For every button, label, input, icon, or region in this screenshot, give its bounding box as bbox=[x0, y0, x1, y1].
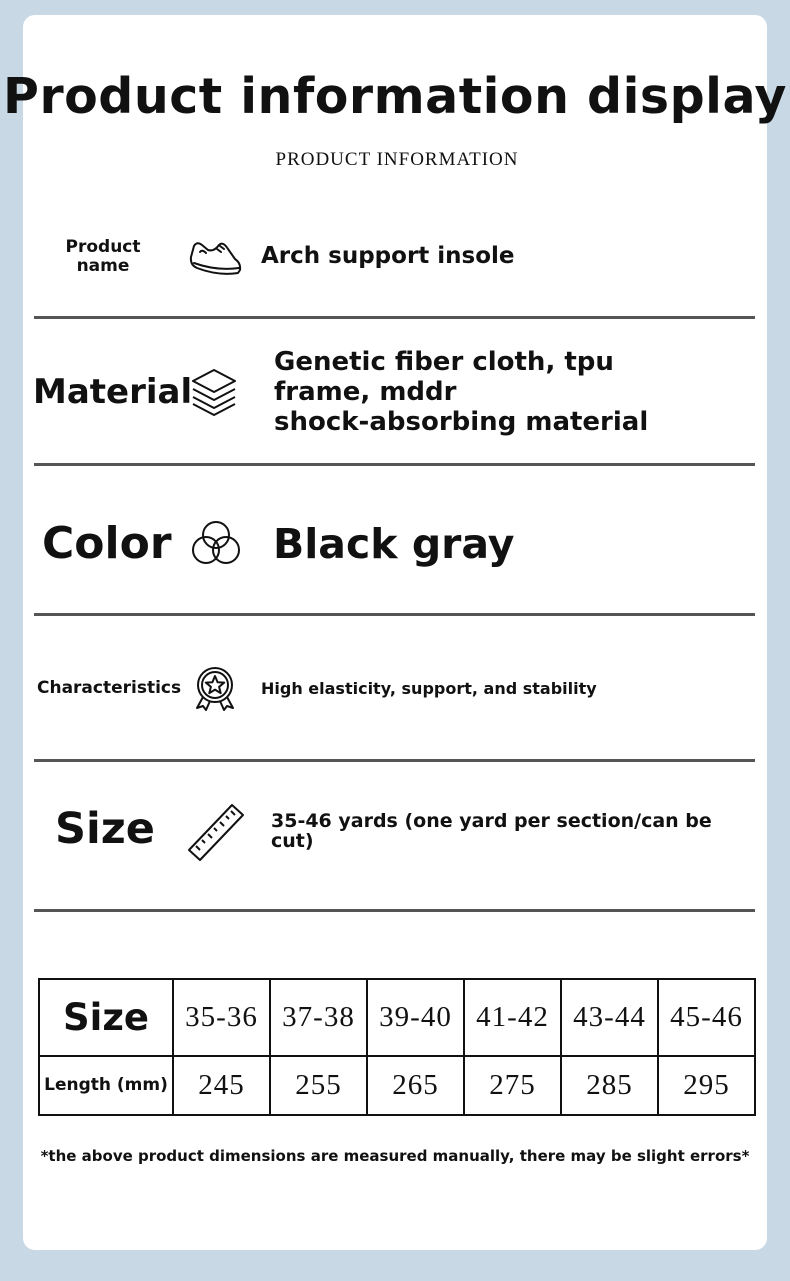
table-row-header: Size bbox=[39, 979, 173, 1056]
table-cell: 43-44 bbox=[561, 979, 658, 1056]
sneaker-icon bbox=[188, 235, 244, 283]
product-name-value: Arch support insole bbox=[261, 243, 515, 269]
table-cell: 245 bbox=[173, 1056, 270, 1116]
table-row-header: Length (mm) bbox=[39, 1056, 173, 1116]
table-cell: 275 bbox=[464, 1056, 561, 1116]
table-cell: 295 bbox=[658, 1056, 755, 1116]
layers-icon bbox=[189, 367, 239, 421]
product-name-label: Product name bbox=[65, 237, 141, 276]
material-label: Material bbox=[33, 372, 193, 412]
table-row bbox=[39, 1056, 755, 1116]
table-cell: 265 bbox=[367, 1056, 464, 1116]
table-cell: 285 bbox=[561, 1056, 658, 1116]
color-value: Black gray bbox=[273, 520, 515, 568]
color-label: Color bbox=[42, 518, 172, 569]
table-row bbox=[39, 979, 755, 1056]
section-divider bbox=[34, 613, 755, 616]
page-subtitle: PRODUCT INFORMATION bbox=[275, 149, 519, 170]
table-cell: 37-38 bbox=[270, 979, 367, 1056]
size-table bbox=[38, 978, 756, 1116]
table-cell: 35-36 bbox=[173, 979, 270, 1056]
table-cell: 41-42 bbox=[464, 979, 561, 1056]
characteristics-value: High elasticity, support, and stability bbox=[261, 679, 597, 698]
section-divider bbox=[34, 759, 755, 762]
size-value: 35-46 yards (one yard per section/can be cut) bbox=[271, 810, 712, 852]
section-divider bbox=[34, 463, 755, 466]
table-cell: 45-46 bbox=[658, 979, 755, 1056]
page-title: Product information display bbox=[3, 68, 787, 125]
color-circles-icon bbox=[190, 518, 242, 570]
award-star-icon bbox=[191, 664, 239, 716]
characteristics-label: Characteristics bbox=[37, 678, 182, 698]
section-divider bbox=[34, 909, 755, 912]
table-cell: 255 bbox=[270, 1056, 367, 1116]
ruler-icon bbox=[186, 801, 246, 867]
section-divider bbox=[34, 316, 755, 319]
table-cell: 39-40 bbox=[367, 979, 464, 1056]
footnote: *the above product dimensions are measured manually, there may be slight errors* bbox=[40, 1147, 750, 1165]
size-label: Size bbox=[55, 804, 155, 854]
material-value: Genetic fiber cloth, tpu frame, mddr shock-absorbing material bbox=[274, 347, 649, 437]
